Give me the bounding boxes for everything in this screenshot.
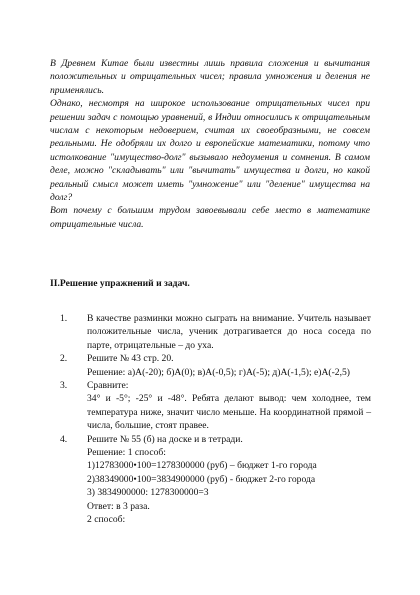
- task-line: 34° и -5°; -25° и -48°. Ребята делают вывод: чем холоднее, тем температура ниже, значит число меньше. На координатной прямой – числа, большие, стоят правее.: [87, 393, 371, 432]
- task-line: В качестве разминки можно сыграть на внимание. Учитель называет положительные числа, ученик дотрагивается до носа соседа по парте, отрицательные – до уха.: [87, 313, 371, 351]
- task-line: Решите № 43 стр. 20.: [87, 353, 174, 365]
- task-line: Ответ: в 3 раза.: [87, 500, 150, 512]
- intro-text: [50, 57, 370, 231]
- task-line: 2 способ:: [87, 514, 126, 526]
- intro-paragraph: В Древнем Китае были известны лишь правила сложения и вычитания положительных и отрицательных чисел; правила умножения и деления не применялись.: [50, 58, 370, 96]
- task-item: [60, 379, 371, 433]
- task-line: 1)12783000•100=1278300000 (руб) – бюджет 1-го города: [87, 460, 317, 472]
- task-number: 3.: [60, 380, 68, 392]
- task-item: [60, 433, 371, 527]
- section-heading: II.Решение упражнений и задач.: [50, 278, 190, 289]
- intro-paragraph: Вот почему с большим трудом завоевывали себе место в математике отрицательные числа.: [50, 205, 370, 230]
- task-line: Решите № 55 (б) на доске и в тетради.: [87, 433, 243, 445]
- task-line: Сравните:: [87, 380, 129, 392]
- intro-paragraph: Однако, несмотря на широкое использование отрицательных чисел при решении задач с помощью уравнений, в Индии относились к отрицательным числам с некоторым недоверием, считая их своеобразными, не совсем реальными. Не одобряли их долго и европейские математики, потому что истолкование "имущество-долг" вызывало недоумения и сомнения. В самом деле, можно "складывать" или "вычитать" имущества и долги, но какой реальный смысл может иметь "умножение" или "деление" имущества на долг?: [50, 98, 370, 204]
- task-item: [60, 352, 371, 379]
- task-number: 1.: [60, 313, 68, 324]
- task-line: Решение: 1 способ:: [87, 447, 166, 459]
- task-item: [60, 312, 371, 352]
- task-number: 4.: [60, 433, 68, 445]
- task-line: 3) 3834900000: 1278300000=3: [87, 487, 209, 499]
- task-line: Решение: а)А(-20); б)А(0); в)А(-0,5); г)А(-5); д)А(-1,5); е)А(-2,5): [87, 366, 350, 378]
- task-list: [60, 312, 371, 527]
- task-number: 2.: [60, 353, 68, 365]
- task-line: 2)38349000•100=3834900000 (руб) - бюджет 2-го города: [87, 473, 316, 485]
